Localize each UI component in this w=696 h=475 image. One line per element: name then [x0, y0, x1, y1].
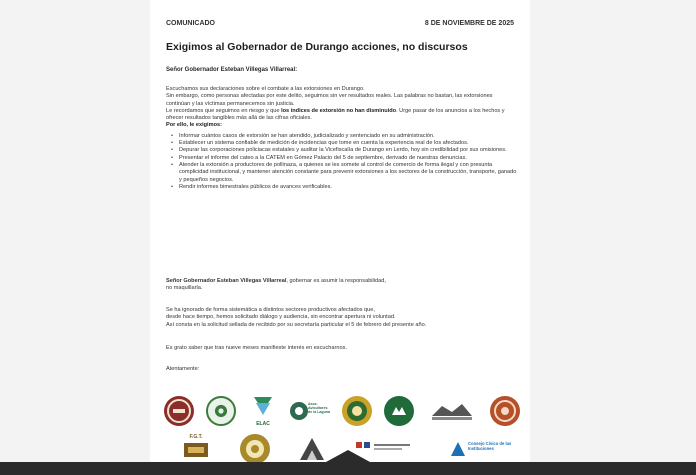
list-item: • Rendir informes bimestrales públicos de avances verificables. [179, 184, 518, 191]
organization-logo-13: Consejo Cívico de las Instituciones [448, 436, 514, 462]
demands-heading: Por ello, le exigimos: [166, 122, 222, 129]
demands-list [166, 133, 518, 191]
organization-logo-11 [296, 434, 328, 462]
organization-logo-4: Asoc. Avicultores de la Laguna [290, 396, 330, 426]
caret-up-icon[interactable] [326, 450, 370, 462]
organization-logo-1 [164, 396, 194, 426]
organization-logo-5 [342, 396, 372, 426]
organization-logo-9: F.G.T. [178, 434, 214, 462]
list-item: • Atender la extorsión a productores de pollinaza, a quienes se les somete al control de comercio de forma ilegal y con presunta complicidad institucional, y mantener atención constante para prevenir extorsiones a los sectores de la construcción, transporte, ganado y pequeños negocios. [179, 162, 518, 184]
organization-logo-6 [384, 396, 414, 426]
intro-line-2: Sin embargo, como personas afectadas por este delito, seguimos sin ver resultados reales. Las palabras no bastan, las extorsiones continúan y las víctimas permanecemos sin justicia. [166, 93, 493, 107]
signoff: Atentamente: [166, 366, 200, 372]
intro-line-3: Le recordamos que seguimos en riesgo y que los índices de extorsión no han disminuido. Urge pasar de los anuncios a los hechos y ofrecer resultados tangibles más allá de las cifras oficiales. [166, 107, 505, 122]
document-type-label: COMUNICADO [166, 20, 215, 27]
organization-logo-2 [206, 396, 236, 426]
list-item: • Presentar el informe del cateo a la CATEM en Gómez Palacio del 5 de septiembre, derivado de nuestras denuncias. [179, 155, 518, 162]
list-item: • Depurar las corporaciones policiacas estatales y auditar la Vicefiscalía de Durango en Lerdo, hoy sin credibilidad por sus omisiones. [179, 147, 518, 154]
document-page [150, 0, 530, 462]
list-item: • Establecer un sistema confiable de medición de incidencias que tome en cuenta la experiencia real de los afectados. [179, 140, 518, 147]
closing-paragraph-3: Es grato saber que tras nueve meses manifieste interés en escucharnos. [166, 345, 347, 351]
governor-name: Señor Gobernador Esteban Villegas Villarreal [166, 278, 287, 284]
organization-logo-8 [490, 396, 520, 426]
document-date: 8 DE NOVIEMBRE DE 2025 [424, 20, 514, 27]
organization-logo-10 [240, 434, 270, 462]
document-body [166, 86, 518, 191]
organization-logo-7 [428, 398, 476, 424]
document-header [166, 20, 514, 27]
document-title: Exigimos al Gobernador de Durango acciones, no discursos [166, 41, 468, 53]
organization-logo-elac: ELAC [248, 393, 278, 427]
highlighted-statement: los índices de extorsión no han disminuido [281, 107, 397, 114]
closing-paragraph-1: Señor Gobernador Esteban Villegas Villarreal, gobernar es asumir la responsabilidad, no maquillarla. [166, 278, 386, 292]
intro-line-1: Escuchamos sus declaraciones sobre el combate a las extorsiones en Durango. [166, 86, 365, 92]
closing-paragraph-2: Se ha ignorado de forma sistemática a distintos sectores productivos afectados que, desde hace tiempo, hemos solicitado diálogo y audiencia, sin encontrar apertura ni voluntad. Así consta en la solicitud sellada de recibido por su secretaría particular el 5 de febrero del presente año. [166, 307, 427, 328]
salutation: Señor Gobernador Esteban Villegas Villarreal: [166, 67, 298, 73]
bottom-bar [0, 462, 696, 475]
list-item: • Informar cuántos casos de extorsión se han atendido, judicializado y sentenciado en su administración. [179, 133, 518, 140]
